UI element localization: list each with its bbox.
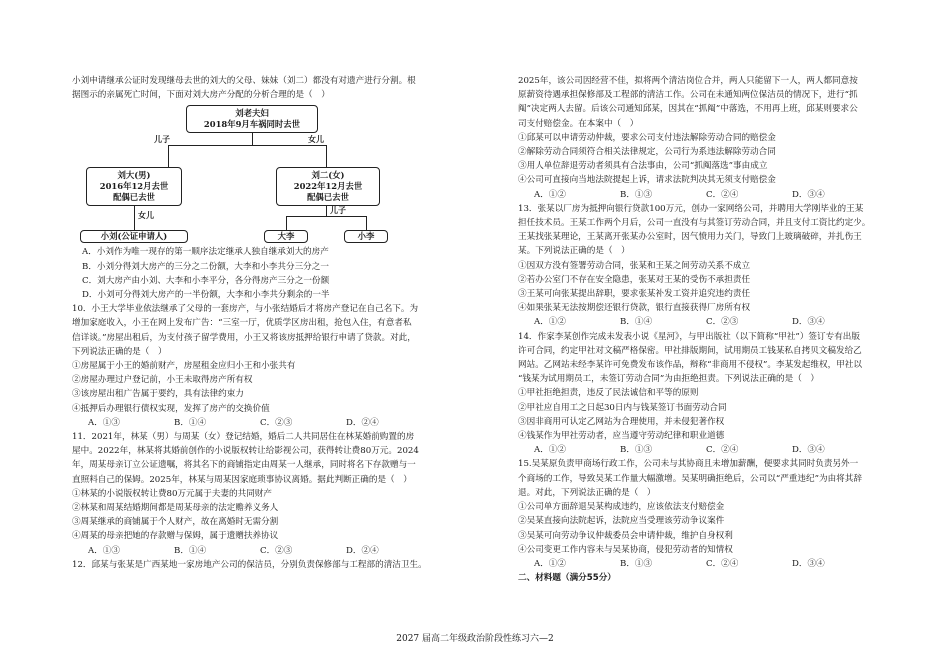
- son-label-2: 儿子: [330, 205, 346, 216]
- q11-item: ④周某的母亲把她的存款赠与保姆，属于遗赠扶养协议: [72, 531, 279, 542]
- inheritance-diagram: [72, 103, 432, 243]
- q10-option-d: D．②④: [346, 417, 379, 428]
- q10-item: ①房屋属于小王的婚前财产，房屋租金应归小王和小张共有: [72, 361, 296, 372]
- q9-stem-line: 小刘申请继承公证时发现继母去世的刘大的父母、妹妹（刘二）都没有对遗产进行分割。根: [72, 76, 416, 86]
- q13-option-c: C．②③: [706, 317, 739, 328]
- q15-stem-line: 个商场的工作，导致吴某工作量大幅激增。吴某明确拒绝后，公司以“严重违纪”为由将其辞: [518, 473, 862, 484]
- q14-option-d: D．③④: [792, 445, 825, 456]
- q13-stem-line: 担任技术员。王某工作两个月后，公司一直没有与其签订劳动合同，并且支付工资比约定少。: [518, 218, 871, 229]
- q11-option-c: C．②③: [260, 545, 293, 556]
- daughter-label: 女儿: [308, 134, 324, 145]
- q11-item: ①林某的小说版权转让费80万元属于夫妻的共同财产: [72, 488, 272, 499]
- q15-stem-line: 退。对此，下列说法正确的是（ ）: [518, 487, 656, 498]
- q11-stem-line: 年，周某母亲订立公证遗嘱，将其名下的商铺指定由周某一人继承，同时将名下存款赠与一: [72, 460, 416, 471]
- q13-options: [518, 315, 884, 329]
- q14-item: ①甲社拒绝担责，违反了民法诚信和平等的原则: [518, 388, 699, 399]
- q13-option-b: B．①④: [620, 317, 653, 328]
- q14-option-b: B．①③: [620, 445, 653, 456]
- q14-option-a: A．①②: [534, 445, 566, 456]
- q12-item: ①邱某可以申请劳动仲裁，要求公司支付违法解除劳动合同的赔偿金: [518, 132, 776, 143]
- q11-option-b: B．①④: [174, 545, 207, 556]
- q11-stem-line: 屋中。2022年，林某将其婚前创作的小说版权转让给影视公司，获得转让费80万元。2024: [72, 446, 419, 457]
- q13-option-a: A．①②: [534, 317, 566, 328]
- liu-er-box: [276, 167, 380, 206]
- grandparents-box: [186, 105, 318, 133]
- q15-item: ④公司变更工作内容未与吴某协商，侵犯劳动者的知情权: [518, 544, 733, 555]
- liu-da-name: 刘大(男): [117, 170, 151, 181]
- q13-stem-line: 某。下列说法正确的是（ ）: [518, 246, 630, 257]
- liu-er-name: 刘二(女): [311, 170, 345, 181]
- q12-stem-line: 原薪资待遇承担保修部及工程部的清洁工作。公司在未通知两位保洁员的情况下，进行“抓: [518, 90, 858, 101]
- q12-options: [518, 188, 884, 202]
- da-li-name: 大李: [277, 231, 295, 242]
- q14-options: [518, 443, 884, 457]
- page-footer: 2027 届高二年级政治阶段性练习六—2: [396, 634, 554, 644]
- xiao-li-name: 小李: [357, 231, 375, 242]
- q11-item: ③周某继承的商铺属于个人财产，故在离婚时无需分割: [72, 517, 279, 528]
- q14-item: ②甲社应自用工之日起30日内与钱某签订书面劳动合同: [518, 402, 727, 413]
- q15-item: ③吴某可向劳动争议仲裁委员会申请仲裁，维护自身权利: [518, 530, 733, 541]
- q13-stem-line: 13．张某以厂房为抵押向银行贷款100万元，创办一家网络公司，并聘用大学刚毕业的王某: [518, 203, 864, 214]
- q13-item: ①因双方没有签署劳动合同，张某和王某之间劳动关系不成立: [518, 260, 751, 271]
- q12-stem-line: 12．邱某与张某是广西某地一家房地产公司的保洁员，分别负责保修部与工程部的清洁卫生。: [72, 559, 427, 570]
- q15-option-b: B．①③: [620, 558, 653, 569]
- q13-item: ②若办公室门不存在安全隐患，张某对王某的受伤不承担责任: [518, 274, 751, 285]
- q15-options: [518, 557, 884, 571]
- q9-option: B．小刘分得刘大房产的三分之二份额，大李和小李共分三分之一: [82, 261, 329, 272]
- q12-item: ②解除劳动合同须符合相关法律规定，公司行为系违法解除劳动合同: [518, 147, 776, 158]
- q9-option: A．小刘作为唯一现存的第一顺序法定继承人独自继承刘大的房产: [82, 247, 329, 258]
- q14-stem-line: 网站。乙网站未经李某许可免费发布该作品，辩称“非商用不侵权”。李某发起维权，甲社以: [518, 360, 862, 371]
- q15-item: ①公司单方面辞退吴某构成违约，应该依法支付赔偿金: [518, 502, 725, 513]
- liu-da-box: [86, 167, 182, 206]
- q14-stem-line: “钱某为试用期员工，未签订劳动合同”为由拒绝担责。下列说法正确的是（ ）: [518, 374, 819, 385]
- q11-stem-line: 11．2021年，林某（男）与周某（女）登记结婚，婚后二人共同居住在林某婚前购置的房: [72, 432, 415, 443]
- q10-option-c: C．②③: [260, 417, 293, 428]
- q13-item: ④如果张某无法按期偿还银行贷款，银行直接获得厂房所有权: [518, 303, 751, 314]
- q12-stem-line: 2025年，该公司因经营不佳，拟将两个清洁岗位合并，两人只能留下一人，两人都同意按: [518, 76, 858, 86]
- q11-stem-line: 直照料自己的保姆。2025年，林某与周某因家庭琐事协议离婚。据此判断正确的是（ ）: [72, 474, 412, 485]
- liu-da-death: 2016年12月去世: [99, 181, 169, 192]
- da-li-box: [264, 230, 308, 243]
- q14-option-c: C．②④: [706, 445, 739, 456]
- q10-options: [72, 416, 432, 430]
- q14-item: ③因非商用可认定乙网站为合理使用，并未侵犯著作权: [518, 416, 725, 427]
- q9-option: C．刘大房产由小刘、大李和小李平分，各分得房产三分之一份额: [82, 275, 330, 286]
- q10-stem-line: 增加家庭收入，小王在网上发布广告：“三室一厅，优质学区房出租，抢包入住，有意者私: [72, 318, 412, 329]
- q12-stem-line: 司支付赔偿金。在本案中（ ）: [518, 118, 639, 129]
- q11-option-a: A．①③: [88, 545, 120, 556]
- q12-option-c: C．②④: [706, 189, 739, 200]
- q10-option-b: B．①④: [174, 417, 207, 428]
- q15-option-c: C．②④: [706, 558, 739, 569]
- q12-option-a: A．①②: [534, 189, 566, 200]
- q14-stem-line: 14．作家李某创作完成未发表小说《星河》，与甲出版社（以下简称“甲社”）签订专有出版: [518, 331, 860, 342]
- left-column: [72, 74, 432, 572]
- q13-option-d: D．③④: [792, 317, 825, 328]
- q10-stem-line: 信详谈。”房屋出租后，为支付孩子留学费用，小王又将该房抵押给银行申请了贷款。对此，: [72, 332, 416, 343]
- q15-item: ②吴某直接向法院起诉，法院应当受理该劳动争议案件: [518, 516, 725, 527]
- q12-option-b: B．①③: [620, 189, 653, 200]
- q13-item: ③王某可向张某提出辞职，要求张某补发工资并追究违约责任: [518, 289, 751, 300]
- q15-option-a: A．①②: [534, 558, 566, 569]
- liu-er-death: 2022年12月去世: [293, 181, 363, 192]
- q12-item: ③用人单位辞退劳动者须具有合法事由，公司“抓阄落选”事由成立: [518, 161, 768, 172]
- xiao-liu-box: [80, 230, 188, 243]
- q10-stem-line: 10．小王大学毕业依法继承了父母的一套房产，与小张结婚后才将房产登记在自己名下。为: [72, 304, 419, 315]
- xiao-li-box: [344, 230, 388, 243]
- q15-stem-line: 15.吴某原负责甲商场行政工作，公司未与其协商且未增加薪酬，便要求其同时负责另外一: [518, 459, 859, 470]
- q10-option-a: A．①③: [88, 417, 120, 428]
- q9-stem-line: 据图示的亲属死亡时间，下面对刘大房产分配的分析合理的是（ ）: [72, 90, 330, 101]
- xiao-liu-name: 小刘(公证申请人): [100, 231, 168, 242]
- q9-option: D．小刘可分得刘大房产的一半份额，大李和小李共分剩余的一半: [82, 290, 330, 301]
- grandparents-name: 刘老夫妇: [235, 108, 269, 119]
- grandparents-death: 2018年9月车祸同时去世: [203, 119, 301, 130]
- q10-stem-line: 下列说法正确的是（ ）: [72, 346, 167, 357]
- q14-stem-line: 许可合同，约定甲社对文稿严格保密。甲社排版期间，试用期员工钱某私自拷贝文稿发给乙: [518, 345, 862, 356]
- q12-item: ④公司可直接向当地法院提起上诉，请求法院判决其无须支付赔偿金: [518, 175, 776, 186]
- daughter-label-2: 女儿: [138, 210, 154, 221]
- right-column: [518, 74, 884, 585]
- q13-stem-line: 王某找张某理论，王某离开张某办公室时，因气愤用力关门，导致门上玻璃破碎，并扎伤王: [518, 232, 862, 243]
- liu-da-spouse: 配偶已去世: [113, 192, 155, 203]
- son-label: 儿子: [154, 134, 170, 145]
- q12-stem-line: 阄”决定两人去留。后该公司通知邱某，因其在“抓阄”中落选，不用再上班，邱某则要求公: [518, 104, 858, 115]
- section-title: 二、材料题（满分55分）: [518, 573, 616, 584]
- liu-er-spouse: 配偶已去世: [307, 192, 349, 203]
- q10-item: ③该房屋出租广告属于要约，具有法律约束力: [72, 389, 244, 400]
- q10-item: ④抵押后办理银行债权实现，发挥了房产的交换价值: [72, 403, 270, 414]
- q10-item: ②房屋办理过户登记前，小王未取得房产所有权: [72, 375, 253, 386]
- q11-item: ②林某和周某结婚期间都是周某母亲的法定赡养义务人: [72, 503, 279, 514]
- q11-option-d: D．②④: [346, 545, 379, 556]
- q11-options: [72, 544, 432, 558]
- q15-option-d: D．③④: [792, 558, 825, 569]
- q14-item: ④钱某作为甲社劳动者，应当遵守劳动纪律和职业道德: [518, 431, 725, 442]
- q12-option-d: D．③④: [792, 189, 825, 200]
